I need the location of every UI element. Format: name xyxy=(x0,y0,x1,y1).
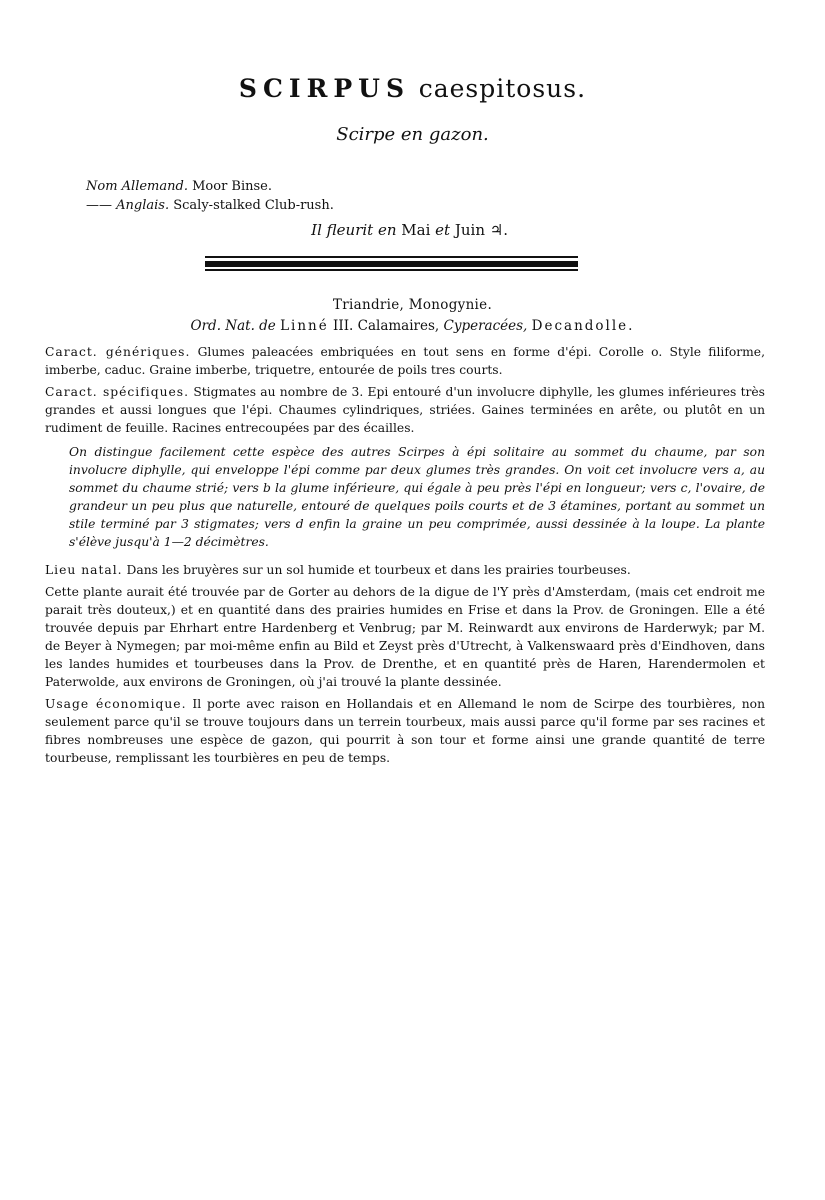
divider-thick-line xyxy=(205,261,578,267)
natural-order xyxy=(0,318,825,334)
common-name-row xyxy=(86,177,334,196)
paragraph-text: Il porte avec raison en Hollandais et en Allemand le nom de Scirpe des tourbières, non seulement parce qu'il se trouve toujours dans un terrein tourbeux, mais aussi parce qu'il forme par ses racines et fibres nombreuses une espèce de gazon, qui pourrit à son tour et forme ainsi une grande quantité de terre tourbeuse, remplissant les tourbières en peu de temps. xyxy=(45,697,765,765)
common-name-label: Nom Allemand. xyxy=(86,179,188,194)
flowering-lead: Il fleurit en xyxy=(311,221,397,239)
economic-use xyxy=(45,695,765,767)
paragraph-text: Glumes paleacées embriquées en tout sens en forme d'épi. Corolle o. Style filiforme, imberbe, caduc. Graine imberbe, triquetre, entourée de poils tres courts. xyxy=(45,345,765,377)
linnaean-class: Triandrie, Monogynie. xyxy=(332,297,493,313)
ordnat-prefix: Ord. Nat. de xyxy=(190,318,276,334)
common-name-row xyxy=(86,196,334,215)
ordnat-author: Decandolle. xyxy=(531,318,635,334)
description-body xyxy=(45,343,765,771)
generic-characters xyxy=(45,343,765,379)
divider-thin-line xyxy=(205,256,578,258)
flowering-month-2: Juin xyxy=(454,221,485,239)
common-name-value: Moor Binse. xyxy=(192,179,273,194)
paragraph-heading: Lieu natal. xyxy=(45,563,123,577)
common-names xyxy=(86,177,334,215)
page-subtitle: Scirpe en gazon. xyxy=(336,124,489,145)
divider-thin-line xyxy=(205,269,578,271)
page-title xyxy=(0,74,825,103)
divider-rule xyxy=(205,256,578,272)
flowering-conj: et xyxy=(435,221,451,239)
figure-note: On distingue facilement cette espèce des autres Scirpes à épi solitaire au sommet du chaume, par son involucre diphylle, qui enveloppe l'épi comme par deux glumes très grandes. On voit cet involucre vers a, au sommet du chaume strié; vers b la glume inférieure, qui égale à peu près l'épi en longueur; vers c, l'ovaire, de grandeur un peu plus que naturelle, entouré de quelques poils courts et de 3 étamines, portant au sommet un stile terminé par 3 stigmates; vers d enfin la graine un peu comprimée, aussi dessinée à la loupe. La plante s'élève jusqu'à 1—2 décimètres. xyxy=(69,445,765,549)
specific-characters xyxy=(45,383,765,437)
native-locality xyxy=(45,561,765,579)
locality-records: Cette plante aurait été trouvée par de Gorter au dehors de la digue de l'Y près d'Amsterdam, (mais cet endroit me parait très douteux,) et en quantité dans des prairies humides en Frise et dans la Prov. de Groningen. Elle a été trouvée depuis par Ehrhart entre Hardenberg et Venbrug; par M. Reinwardt aux environs de Harderwyk; par M. de Beyer à Nymegen; par moi-même enfin au Bild et Zeyst près d'Utrecht, à Valkenswaard près d'Eindhoven, dans les landes humides et tourbeuses dans la Prov. de Drenthe, et en quantité près de Haren, Harendermolen et Paterwolde, aux environs de Groningen, où j'ai trouvé la plante dessinée. xyxy=(45,585,765,689)
paragraph-text: Dans les bruyères sur un sol humide et tourbeux et dans les prairies tourbeuses. xyxy=(126,563,631,577)
ordnat-num: III. Calamaires, xyxy=(333,318,440,334)
common-name-label: —— Anglais. xyxy=(86,198,170,213)
flowering-month-1: Mai xyxy=(401,221,431,239)
paragraph-heading: Caract. génériques. xyxy=(45,345,191,359)
ordnat-name: Linné xyxy=(280,318,329,334)
perennial-symbol: ♃. xyxy=(489,221,508,239)
paragraph-heading: Usage économique. xyxy=(45,697,187,711)
common-name-value: Scaly-stalked Club-rush. xyxy=(173,198,334,213)
flowering-period xyxy=(0,221,825,239)
title-species: caespitosus. xyxy=(418,74,587,103)
title-genus: SCIRPUS xyxy=(238,74,410,103)
paragraph-heading: Caract. spécifiques. xyxy=(45,385,190,399)
paragraph-text: Stigmates au nombre de 3. Epi entouré d'un involucre diphylle, les glumes inférieures très grandes et aussi longues que l'épi. Chaumes cylindriques, striées. Gaines terminées en arête, ou plutôt en un rudiment de feuille. Racines entrecoupées par des écailles. xyxy=(45,385,765,435)
ordnat-family: Cyperacées, xyxy=(443,318,528,334)
